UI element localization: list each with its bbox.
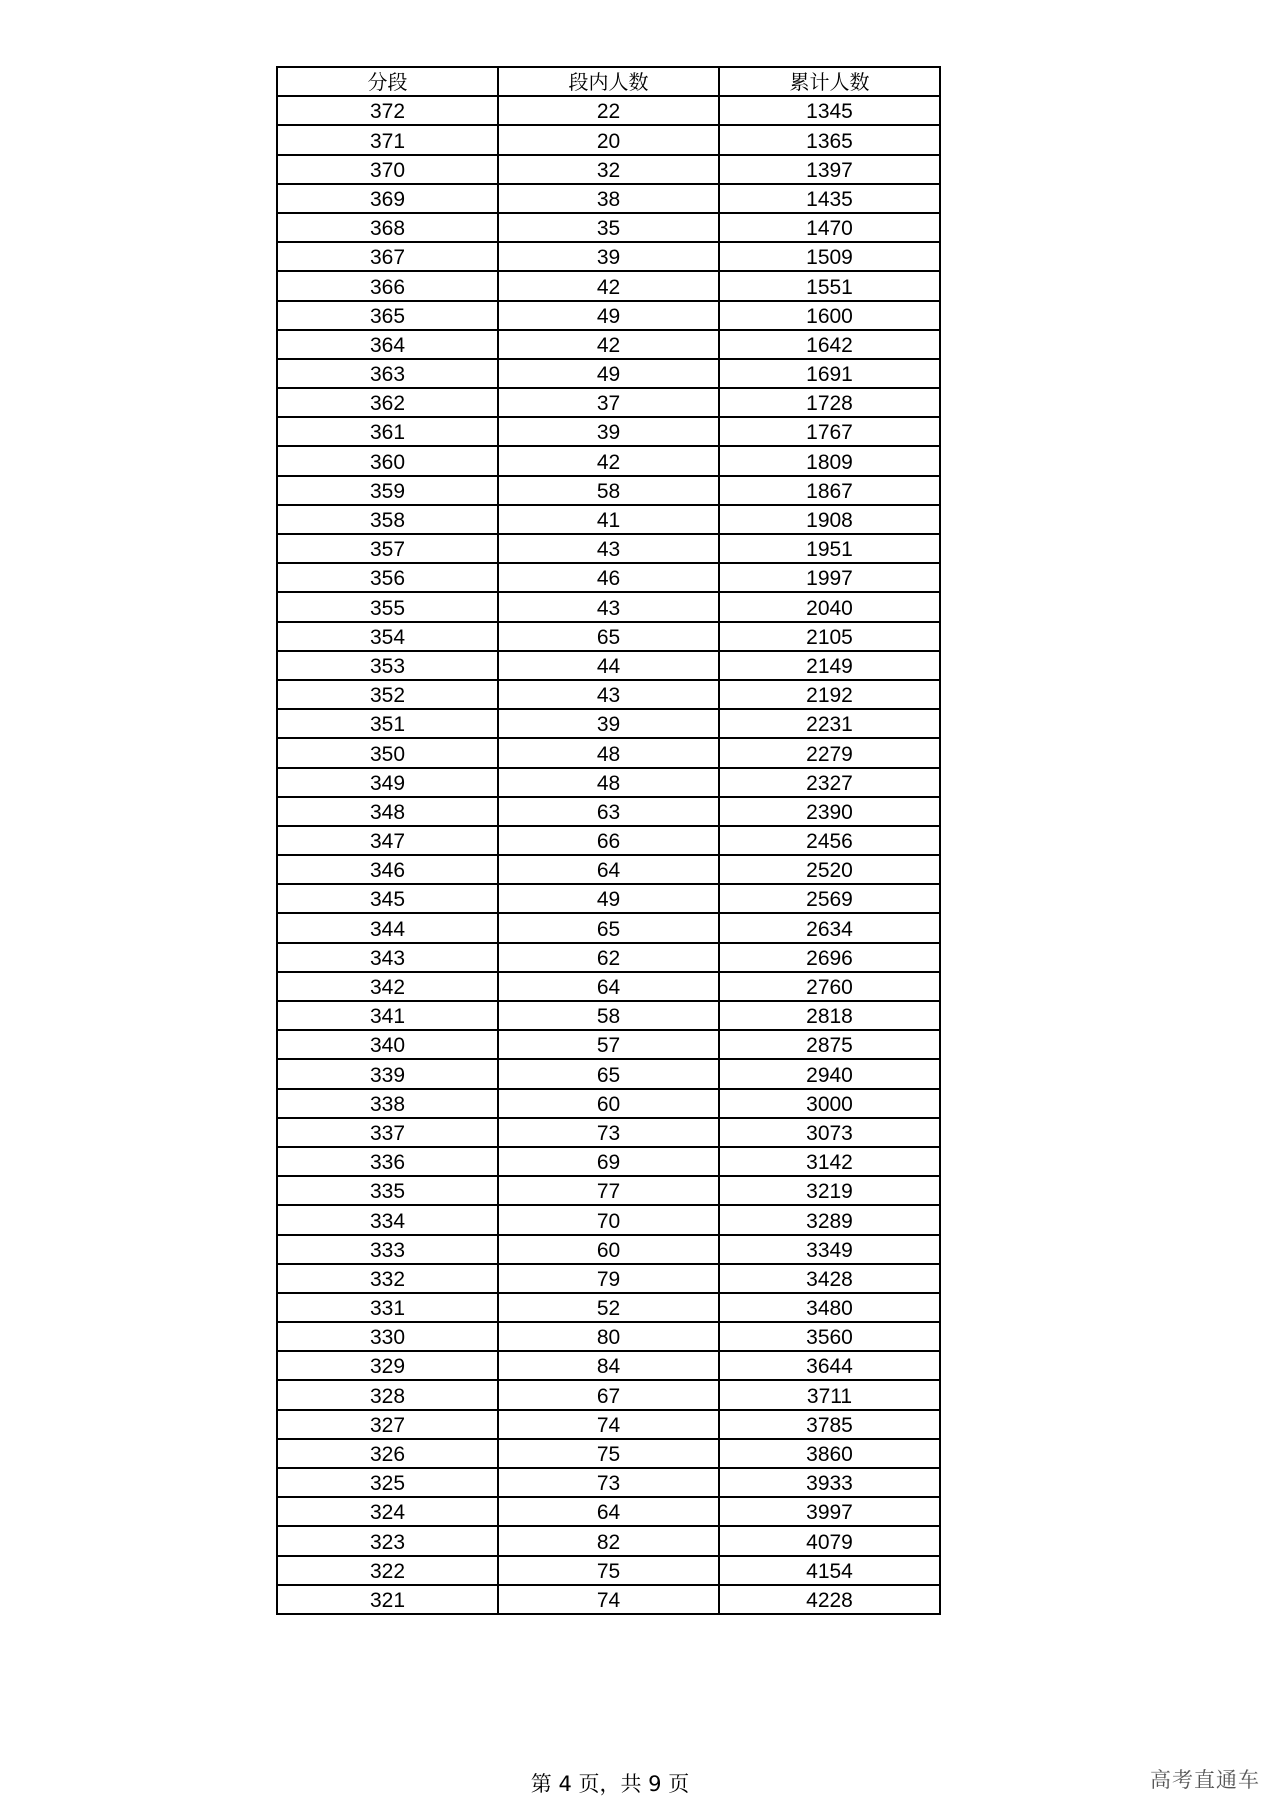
cell-score: 343: [277, 943, 498, 972]
page-number: 第 4 页，共 9 页: [530, 1772, 690, 1796]
table-row: [277, 972, 940, 1001]
cell-cumulative-count: 1470: [719, 213, 940, 242]
cell-segment-count: 65: [498, 622, 719, 651]
cell-segment-count: 46: [498, 563, 719, 592]
table-row: [277, 242, 940, 271]
cell-segment-count: 67: [498, 1380, 719, 1409]
cell-segment-count: 75: [498, 1556, 719, 1585]
cell-cumulative-count: 1600: [719, 301, 940, 330]
table-row: [277, 1293, 940, 1322]
cell-segment-count: 73: [498, 1468, 719, 1497]
cell-cumulative-count: 1551: [719, 271, 940, 300]
cell-score: 354: [277, 622, 498, 651]
cell-segment-count: 35: [498, 213, 719, 242]
cell-score: 335: [277, 1176, 498, 1205]
cell-cumulative-count: 1997: [719, 563, 940, 592]
cell-segment-count: 48: [498, 738, 719, 767]
table-row: [277, 943, 940, 972]
cell-cumulative-count: 1642: [719, 330, 940, 359]
cell-segment-count: 77: [498, 1176, 719, 1205]
cell-cumulative-count: 1691: [719, 359, 940, 388]
header-row: [277, 67, 940, 96]
cell-segment-count: 70: [498, 1205, 719, 1234]
cell-cumulative-count: 4079: [719, 1526, 940, 1555]
table-row: [277, 1410, 940, 1439]
cell-cumulative-count: 1767: [719, 417, 940, 446]
cell-cumulative-count: 3349: [719, 1235, 940, 1264]
cell-segment-count: 80: [498, 1322, 719, 1351]
cell-cumulative-count: 3480: [719, 1293, 940, 1322]
table-row: [277, 797, 940, 826]
table-row: [277, 1264, 940, 1293]
cell-segment-count: 42: [498, 271, 719, 300]
table-row: [277, 1118, 940, 1147]
table-row: [277, 651, 940, 680]
table-row: [277, 330, 940, 359]
cell-score: 331: [277, 1293, 498, 1322]
cell-cumulative-count: 1809: [719, 446, 940, 475]
cell-cumulative-count: 2875: [719, 1030, 940, 1059]
cell-cumulative-count: 3997: [719, 1497, 940, 1526]
table-row: [277, 1235, 940, 1264]
cell-score: 344: [277, 913, 498, 942]
cell-score: 365: [277, 301, 498, 330]
cell-cumulative-count: 2192: [719, 680, 940, 709]
cell-score: 352: [277, 680, 498, 709]
cell-score: 340: [277, 1030, 498, 1059]
cell-score: 325: [277, 1468, 498, 1497]
cell-score: 364: [277, 330, 498, 359]
table-body: [277, 96, 940, 1614]
cell-score: 336: [277, 1147, 498, 1176]
table-row: [277, 1059, 940, 1088]
table-row: [277, 1439, 940, 1468]
cell-cumulative-count: 3073: [719, 1118, 940, 1147]
cell-cumulative-count: 4154: [719, 1556, 940, 1585]
cell-segment-count: 44: [498, 651, 719, 680]
cell-score: 361: [277, 417, 498, 446]
cell-segment-count: 39: [498, 417, 719, 446]
header-cumulative-count: 累计人数: [719, 67, 940, 96]
table-row: [277, 622, 940, 651]
cell-cumulative-count: 2390: [719, 797, 940, 826]
cell-segment-count: 48: [498, 768, 719, 797]
cell-cumulative-count: 2940: [719, 1059, 940, 1088]
cell-segment-count: 65: [498, 913, 719, 942]
cell-score: 362: [277, 388, 498, 417]
table-row: [277, 563, 940, 592]
table-row: [277, 213, 940, 242]
cell-cumulative-count: 3289: [719, 1205, 940, 1234]
cell-score: 327: [277, 1410, 498, 1439]
cell-segment-count: 39: [498, 709, 719, 738]
cell-score: 366: [277, 271, 498, 300]
table-row: [277, 1585, 940, 1614]
table-row: [277, 125, 940, 154]
cell-cumulative-count: 2231: [719, 709, 940, 738]
cell-cumulative-count: 1728: [719, 388, 940, 417]
table-row: [277, 1351, 940, 1380]
cell-segment-count: 69: [498, 1147, 719, 1176]
cell-segment-count: 63: [498, 797, 719, 826]
table-row: [277, 709, 940, 738]
cell-score: 321: [277, 1585, 498, 1614]
table-row: [277, 301, 940, 330]
cell-score: 338: [277, 1089, 498, 1118]
cell-segment-count: 62: [498, 943, 719, 972]
score-distribution-table: [276, 66, 941, 1615]
cell-score: 347: [277, 826, 498, 855]
cell-score: 363: [277, 359, 498, 388]
cell-cumulative-count: 2520: [719, 855, 940, 884]
cell-score: 342: [277, 972, 498, 1001]
cell-segment-count: 20: [498, 125, 719, 154]
cell-segment-count: 57: [498, 1030, 719, 1059]
cell-score: 358: [277, 505, 498, 534]
cell-segment-count: 65: [498, 1059, 719, 1088]
table-row: [277, 1380, 940, 1409]
cell-score: 371: [277, 125, 498, 154]
cell-score: 356: [277, 563, 498, 592]
cell-score: 351: [277, 709, 498, 738]
cell-cumulative-count: 2456: [719, 826, 940, 855]
cell-segment-count: 43: [498, 680, 719, 709]
cell-segment-count: 74: [498, 1410, 719, 1439]
cell-cumulative-count: 3860: [719, 1439, 940, 1468]
cell-segment-count: 41: [498, 505, 719, 534]
table-row: [277, 913, 940, 942]
cell-score: 337: [277, 1118, 498, 1147]
table-row: [277, 184, 940, 213]
table-row: [277, 1322, 940, 1351]
cell-cumulative-count: 3785: [719, 1410, 940, 1439]
table-row: [277, 1089, 940, 1118]
table-row: [277, 388, 940, 417]
cell-cumulative-count: 1365: [719, 125, 940, 154]
cell-segment-count: 64: [498, 972, 719, 1001]
cell-segment-count: 32: [498, 155, 719, 184]
header-score-segment: 分段: [277, 67, 498, 96]
cell-segment-count: 74: [498, 1585, 719, 1614]
table-row: [277, 680, 940, 709]
cell-cumulative-count: 1397: [719, 155, 940, 184]
cell-score: 346: [277, 855, 498, 884]
table-row: [277, 534, 940, 563]
cell-segment-count: 38: [498, 184, 719, 213]
cell-score: 328: [277, 1380, 498, 1409]
table-row: [277, 446, 940, 475]
cell-score: 323: [277, 1526, 498, 1555]
cell-segment-count: 43: [498, 534, 719, 563]
cell-cumulative-count: 3000: [719, 1089, 940, 1118]
table-row: [277, 855, 940, 884]
cell-segment-count: 42: [498, 330, 719, 359]
table-row: [277, 271, 940, 300]
cell-cumulative-count: 3711: [719, 1380, 940, 1409]
cell-segment-count: 49: [498, 884, 719, 913]
cell-segment-count: 52: [498, 1293, 719, 1322]
cell-segment-count: 43: [498, 592, 719, 621]
cell-cumulative-count: 2634: [719, 913, 940, 942]
cell-score: 350: [277, 738, 498, 767]
cell-cumulative-count: 1908: [719, 505, 940, 534]
table-row: [277, 1526, 940, 1555]
table-row: [277, 476, 940, 505]
cell-cumulative-count: 3219: [719, 1176, 940, 1205]
cell-score: 345: [277, 884, 498, 913]
cell-cumulative-count: 2327: [719, 768, 940, 797]
table-row: [277, 505, 940, 534]
table-row: [277, 359, 940, 388]
table-row: [277, 1001, 940, 1030]
cell-score: 360: [277, 446, 498, 475]
table-row: [277, 1176, 940, 1205]
cell-cumulative-count: 2105: [719, 622, 940, 651]
header-segment-count: 段内人数: [498, 67, 719, 96]
table-row: [277, 884, 940, 913]
table-header: [277, 67, 940, 96]
cell-cumulative-count: 2279: [719, 738, 940, 767]
cell-cumulative-count: 3428: [719, 1264, 940, 1293]
table-row: [277, 1030, 940, 1059]
cell-cumulative-count: 3933: [719, 1468, 940, 1497]
cell-cumulative-count: 2569: [719, 884, 940, 913]
cell-segment-count: 84: [498, 1351, 719, 1380]
cell-score: 333: [277, 1235, 498, 1264]
cell-score: 359: [277, 476, 498, 505]
cell-cumulative-count: 2040: [719, 592, 940, 621]
cell-segment-count: 60: [498, 1089, 719, 1118]
table-row: [277, 1468, 940, 1497]
table-row: [277, 1147, 940, 1176]
cell-cumulative-count: 2696: [719, 943, 940, 972]
cell-score: 370: [277, 155, 498, 184]
watermark: 高考直通车: [1150, 1768, 1260, 1792]
cell-segment-count: 75: [498, 1439, 719, 1468]
cell-segment-count: 37: [498, 388, 719, 417]
cell-segment-count: 79: [498, 1264, 719, 1293]
cell-segment-count: 42: [498, 446, 719, 475]
cell-segment-count: 66: [498, 826, 719, 855]
cell-segment-count: 58: [498, 476, 719, 505]
cell-score: 372: [277, 96, 498, 125]
cell-segment-count: 39: [498, 242, 719, 271]
table-row: [277, 1556, 940, 1585]
cell-cumulative-count: 3644: [719, 1351, 940, 1380]
cell-score: 368: [277, 213, 498, 242]
cell-cumulative-count: 1345: [719, 96, 940, 125]
cell-segment-count: 58: [498, 1001, 719, 1030]
table-row: [277, 96, 940, 125]
table-row: [277, 1205, 940, 1234]
cell-score: 369: [277, 184, 498, 213]
table-row: [277, 826, 940, 855]
cell-cumulative-count: 2818: [719, 1001, 940, 1030]
cell-segment-count: 82: [498, 1526, 719, 1555]
cell-score: 322: [277, 1556, 498, 1585]
cell-score: 332: [277, 1264, 498, 1293]
cell-cumulative-count: 2760: [719, 972, 940, 1001]
cell-segment-count: 49: [498, 301, 719, 330]
table-row: [277, 1497, 940, 1526]
cell-score: 357: [277, 534, 498, 563]
cell-segment-count: 64: [498, 1497, 719, 1526]
cell-score: 341: [277, 1001, 498, 1030]
cell-segment-count: 22: [498, 96, 719, 125]
cell-score: 329: [277, 1351, 498, 1380]
table-row: [277, 738, 940, 767]
cell-score: 339: [277, 1059, 498, 1088]
cell-cumulative-count: 3142: [719, 1147, 940, 1176]
cell-score: 326: [277, 1439, 498, 1468]
cell-segment-count: 60: [498, 1235, 719, 1264]
cell-cumulative-count: 1435: [719, 184, 940, 213]
cell-score: 330: [277, 1322, 498, 1351]
table-row: [277, 768, 940, 797]
cell-score: 367: [277, 242, 498, 271]
cell-score: 348: [277, 797, 498, 826]
cell-score: 355: [277, 592, 498, 621]
cell-cumulative-count: 1951: [719, 534, 940, 563]
table-row: [277, 155, 940, 184]
cell-cumulative-count: 1509: [719, 242, 940, 271]
cell-score: 349: [277, 768, 498, 797]
cell-score: 353: [277, 651, 498, 680]
cell-segment-count: 73: [498, 1118, 719, 1147]
cell-cumulative-count: 1867: [719, 476, 940, 505]
cell-cumulative-count: 3560: [719, 1322, 940, 1351]
cell-cumulative-count: 2149: [719, 651, 940, 680]
table-row: [277, 417, 940, 446]
cell-cumulative-count: 4228: [719, 1585, 940, 1614]
cell-segment-count: 64: [498, 855, 719, 884]
cell-score: 334: [277, 1205, 498, 1234]
cell-segment-count: 49: [498, 359, 719, 388]
cell-score: 324: [277, 1497, 498, 1526]
table-row: [277, 592, 940, 621]
